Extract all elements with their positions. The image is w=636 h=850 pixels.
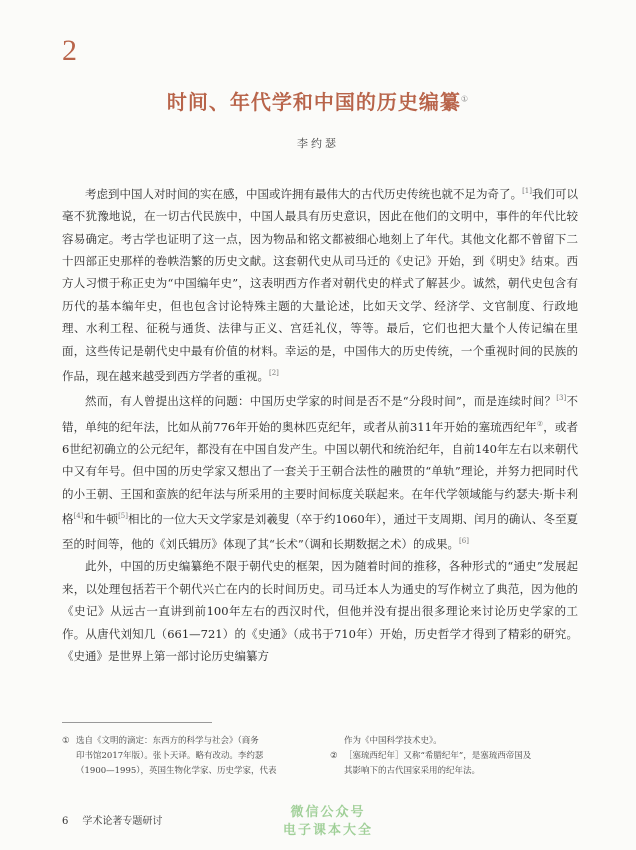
watermark-line-1: 微信公众号 [290, 805, 366, 820]
citation-ref: [2] [269, 369, 279, 378]
watermark [248, 804, 408, 840]
page-number: 6 [62, 816, 69, 827]
footnote-ref: ② [536, 419, 544, 428]
watermark-line-2: 电子课本大全 [282, 823, 373, 838]
footnote-line: ［塞琉西纪年］又称“希腊纪年”，是塞琉西帝国及 [344, 751, 532, 761]
footnote-line: 选自《文明的滴定：东西方的科学与社会》（商务 [76, 736, 259, 746]
body-text [62, 180, 578, 668]
citation-ref: [4] [73, 512, 84, 520]
citation-ref: [6] [459, 537, 469, 546]
footnote-line: 印书馆2017年版）。张卜天译。略有改动。李约瑟 [76, 751, 264, 761]
paragraph-3 [62, 555, 578, 667]
citation-ref: [1] [522, 187, 532, 195]
author-name: 李约瑟 [297, 137, 339, 150]
paragraph-text: ，或者6世纪初确立的公元纪年，都没有在中国自发产生。中国以朝代和统治纪年，自前140年左右以来朝代中又有年号。但中国的历史学家又想出了一套关于王朝合法性的融贯的“单轨”理论，并努力把同时代的小王朝、王国和蛮族的纪年法与所采用的主要时间标度关联起来。在年代学领域能与约瑟夫·斯卡利格 [62, 419, 578, 526]
footnote-line: 作为《中国科学技术史》。 [344, 736, 442, 746]
chapter-title [0, 86, 636, 115]
paragraph-text: 我们可以毫不犹豫地说，在一切古代民族中，中国人最具有历史意识，因此在他们的文明中，事件的年代比较容易确定。考古学也证明了这一点，因为物品和铭文都被细心地刻上了年代。其他文化都不曾留下二十四部正史那样的卷帙浩繁的历史文献。这套朝代史从司马迁的《史记》开始，到《明史》结束。西方人习惯于称正史为“中国编年史”，这表明西方作者对朝代史的样式了解甚少。诚然，朝代史包含有历代的基本编年史，但也包含讨论特殊主题的大量论述，比如天文学、经济学、文官制度、行政地理、水利工程、征税与通货、法律与正义、宫廷礼仪，等等。最后，它们也把大量个人传记编在里面，这些传记是朝代史中最有价值的材料。幸运的是，中国伟大的历史传统，一个重视时间的民族的作品，现在越来越受到西方学者的重视。 [62, 186, 579, 383]
page-footer [62, 812, 162, 827]
footnote-line: （1900—1995），英国生物化学家、历史学家，代表 [76, 766, 277, 776]
paragraph-text: 不错，单纯的纪年法，比如从前776年开始的奥林匹克纪年，或者从前311年开始的塞琉西纪年 [62, 394, 578, 434]
footnote-mark: ① [62, 736, 70, 746]
footnote-column-left [62, 734, 312, 779]
running-title: 学术论著专题研讨 [82, 816, 163, 827]
paragraph-text: 相比的一位大天文学家是刘羲叟（卒于约1060年），通过干支周期、闰月的确认、冬至夏至的时间等，他的《刘氏辑历》体现了其“长术”（调和长期数据之术）的成果。 [62, 511, 579, 552]
footnote-mark: ② [330, 751, 338, 761]
footnote-column-right [330, 734, 580, 779]
footnote-2 [330, 749, 580, 764]
paragraph-1 [62, 180, 578, 387]
citation-ref: [5] [118, 512, 128, 520]
paragraph-text: 然而，有人曾提出这样的问题：中国历史学家的时间是否不是“分段时间”，而是连续时间？ [85, 394, 557, 409]
chapter-number: 2 [62, 34, 77, 67]
title-footnote-mark: ① [460, 94, 470, 104]
paragraph-text: 和牛顿 [83, 511, 119, 526]
paragraph-2 [62, 387, 578, 555]
paragraph-text: 此外，中国的历史编纂绝不限于朝代史的框架，因为随着时间的推移，各种形式的“通史”发展起来，以处理包括若干个朝代兴亡在内的长时间历史。司马迁本人为通史的写作树立了典范，因为他的《史记》从远古一直讲到前100年左右的西汉时代，但他并没有提出很多理论来讨论历史学家的工作。从唐代刘知几（661—721）的《史通》（成书于710年）开始，历史哲学才得到了精彩的研究。《史通》是世界上第一部讨论历史编纂方 [62, 559, 578, 664]
paragraph-text: 考虑到中国人对时间的实在感，中国或许拥有最伟大的古代历史传统也就不足为奇了。 [85, 186, 523, 201]
footnote-divider [62, 722, 212, 723]
citation-ref: [3] [556, 394, 567, 403]
title-text: 时间、年代学和中国的历史编纂 [166, 90, 461, 114]
footnote-1 [62, 734, 312, 749]
footnote-line: 其影响下的古代国家采用的纪年法。 [344, 766, 481, 776]
